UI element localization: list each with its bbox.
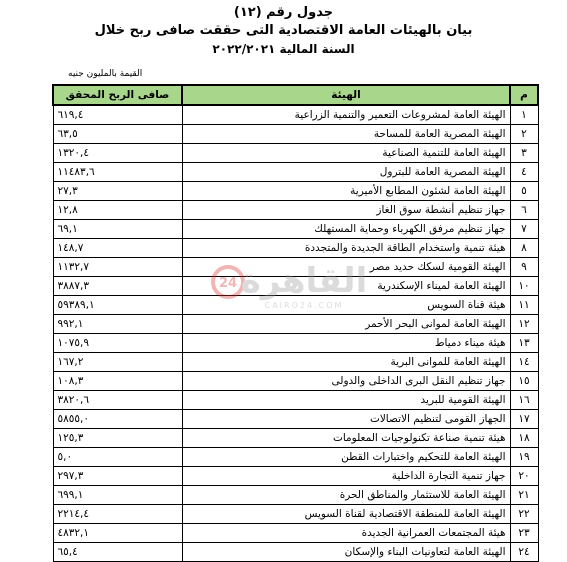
row-net-profit: ٥,٠ xyxy=(53,448,182,467)
row-number: ٤ xyxy=(510,163,538,182)
table-row xyxy=(53,239,538,258)
table-row xyxy=(53,315,538,334)
row-net-profit: ١١٤٨٣,٦ xyxy=(53,163,182,182)
row-net-profit: ٦٥,٤ xyxy=(53,543,182,562)
table-row xyxy=(53,505,538,524)
table-row xyxy=(53,543,538,562)
row-net-profit: ١٠٨,٣ xyxy=(53,372,182,391)
table-row xyxy=(53,524,538,543)
row-authority-name: الهيئة القومية للبريد xyxy=(182,391,510,410)
header-authority: الهيئة xyxy=(182,85,510,105)
row-authority-name: هيئة ميناء دمياط xyxy=(182,334,510,353)
row-authority-name: الهيئة المصرية العامة للمساحة xyxy=(182,125,510,144)
row-number: ١١ xyxy=(510,296,538,315)
svg-text:القاهرة: القاهرة xyxy=(240,261,368,301)
row-authority-name: هيئة تنمية صناعة تكنولوجيات المعلومات xyxy=(182,429,510,448)
row-net-profit: ١٠٧٥,٩ xyxy=(53,334,182,353)
row-net-profit: ١٢٥,٣ xyxy=(53,429,182,448)
row-net-profit: ٦٣,٥ xyxy=(53,125,182,144)
row-authority-name: جهاز تنظيم مرفق الكهرباء وحماية المستهلك xyxy=(182,220,510,239)
table-row xyxy=(53,429,538,448)
header-number: م xyxy=(510,85,538,105)
row-authority-name: الهيئة العامة للاستثمار والمناطق الحرة xyxy=(182,486,510,505)
row-authority-name: الجهاز القومى لتنظيم الاتصالات xyxy=(182,410,510,429)
row-number: ١٠ xyxy=(510,277,538,296)
table-row xyxy=(53,296,538,315)
table-row xyxy=(53,410,538,429)
row-number: ١٤ xyxy=(510,353,538,372)
table-row xyxy=(53,201,538,220)
table-row xyxy=(53,277,538,296)
row-authority-name: الهيئة المصرية العامة للبترول xyxy=(182,163,510,182)
table-row xyxy=(53,182,538,201)
document-header xyxy=(0,4,567,58)
row-authority-name: الهيئة العامة لتعاونيات البناء والإسكان xyxy=(182,543,510,562)
row-net-profit: ٢٧,٣ xyxy=(53,182,182,201)
table-row xyxy=(53,220,538,239)
table-row xyxy=(53,467,538,486)
row-authority-name: الهيئة العامة للتحكيم واختبارات القطن xyxy=(182,448,510,467)
watermark-site-text: CAIRO24.COM xyxy=(264,301,344,310)
row-number: ٩ xyxy=(510,258,538,277)
row-net-profit: ٥٨٥٥,٠ xyxy=(53,410,182,429)
row-authority-name: جهاز تنظيم أنشطة سوق الغاز xyxy=(182,201,510,220)
row-number: ٨ xyxy=(510,239,538,258)
row-net-profit: ١٢,٨ xyxy=(53,201,182,220)
row-net-profit: ٢٩٧,٣ xyxy=(53,467,182,486)
row-authority-name: هيئة تنمية واستخدام الطاقة الجديدة والمتجددة xyxy=(182,239,510,258)
table-row xyxy=(53,258,538,277)
row-number: ٢٣ xyxy=(510,524,538,543)
table-row xyxy=(53,334,538,353)
row-number: ١ xyxy=(510,105,538,125)
row-net-profit: ٣٨٨٧,٣ xyxy=(53,277,182,296)
row-net-profit: ١٦٧,٢ xyxy=(53,353,182,372)
table-row xyxy=(53,486,538,505)
table-row xyxy=(53,372,538,391)
table-row xyxy=(53,125,538,144)
row-number: ١٣ xyxy=(510,334,538,353)
table-row xyxy=(53,163,538,182)
profits-table xyxy=(52,84,539,562)
row-authority-name: الهيئة العامة للمنطقة الاقتصادية لقناة السويس xyxy=(182,505,510,524)
row-authority-name: الهيئة العامة للموانى البرية xyxy=(182,353,510,372)
row-net-profit: ٩٩٢,١ xyxy=(53,315,182,334)
row-net-profit: ١١٣٢,٧ xyxy=(53,258,182,277)
table-row xyxy=(53,105,538,125)
row-net-profit: ٣٨٢٠,٦ xyxy=(53,391,182,410)
row-authority-name: الهيئة العامة للتنمية الصناعية xyxy=(182,144,510,163)
row-net-profit: ١٣٢٠,٤ xyxy=(53,144,182,163)
row-authority-name: الهيئة العامة لشئون المطابع الأميرية xyxy=(182,182,510,201)
row-number: ٢٠ xyxy=(510,467,538,486)
row-net-profit: ٦٩٩,١ xyxy=(53,486,182,505)
row-net-profit: ٦١٩,٤ xyxy=(53,105,182,125)
row-net-profit: ١٤٨,٧ xyxy=(53,239,182,258)
row-authority-name: هيئة المجتمعات العمرانية الجديدة xyxy=(182,524,510,543)
row-authority-name: هيئة قناة السويس xyxy=(182,296,510,315)
row-number: ٦ xyxy=(510,201,538,220)
row-net-profit: ٥٩٣٨٩,١ xyxy=(53,296,182,315)
table-row xyxy=(53,353,538,372)
row-authority-name: الهيئة العامة لموانى البحر الأحمر xyxy=(182,315,510,334)
table-body xyxy=(53,105,538,562)
row-number: ٢٤ xyxy=(510,543,538,562)
row-authority-name: الهيئة العامة لميناء الإسكندرية xyxy=(182,277,510,296)
fiscal-year-line: السنة المالية ٢٠٢٢/٢٠٢١ xyxy=(212,42,355,56)
table-description: بيان بالهيئات العامة الاقتصادية التى حققت صافى ربح خلال xyxy=(94,23,473,38)
row-authority-name: الهيئة العامة لمشروعات التعمير والتنمية الزراعية xyxy=(182,105,510,125)
row-authority-name: الهيئة القومية لسكك حديد مصر xyxy=(182,258,510,277)
row-number: ٧ xyxy=(510,220,538,239)
row-number: ٥ xyxy=(510,182,538,201)
table-header-row xyxy=(53,85,538,105)
row-net-profit: ٦٩,١ xyxy=(53,220,182,239)
row-number: ١٥ xyxy=(510,372,538,391)
row-number: ٢٢ xyxy=(510,505,538,524)
row-number: ١٢ xyxy=(510,315,538,334)
row-authority-name: جهاز تنظيم النقل البرى الداخلى والدولى xyxy=(182,372,510,391)
row-authority-name: جهاز تنمية التجارة الداخلية xyxy=(182,467,510,486)
table-number-title: جدول رقم (١٢) xyxy=(233,5,334,20)
row-number: ١٦ xyxy=(510,391,538,410)
row-net-profit: ٢٢١٤,٤ xyxy=(53,505,182,524)
table-row xyxy=(53,391,538,410)
unit-note: القيمة بالمليون جنيه xyxy=(68,69,143,79)
svg-text:24: 24 xyxy=(218,276,238,291)
table-row xyxy=(53,448,538,467)
table-row xyxy=(53,144,538,163)
row-number: ٣ xyxy=(510,144,538,163)
row-number: ١٩ xyxy=(510,448,538,467)
row-number: ١٨ xyxy=(510,429,538,448)
row-number: ٢ xyxy=(510,125,538,144)
row-net-profit: ٤٨٣٢,١ xyxy=(53,524,182,543)
row-number: ٢١ xyxy=(510,486,538,505)
row-number: ١٧ xyxy=(510,410,538,429)
header-net-profit: صافى الربح المحقق xyxy=(53,85,182,105)
